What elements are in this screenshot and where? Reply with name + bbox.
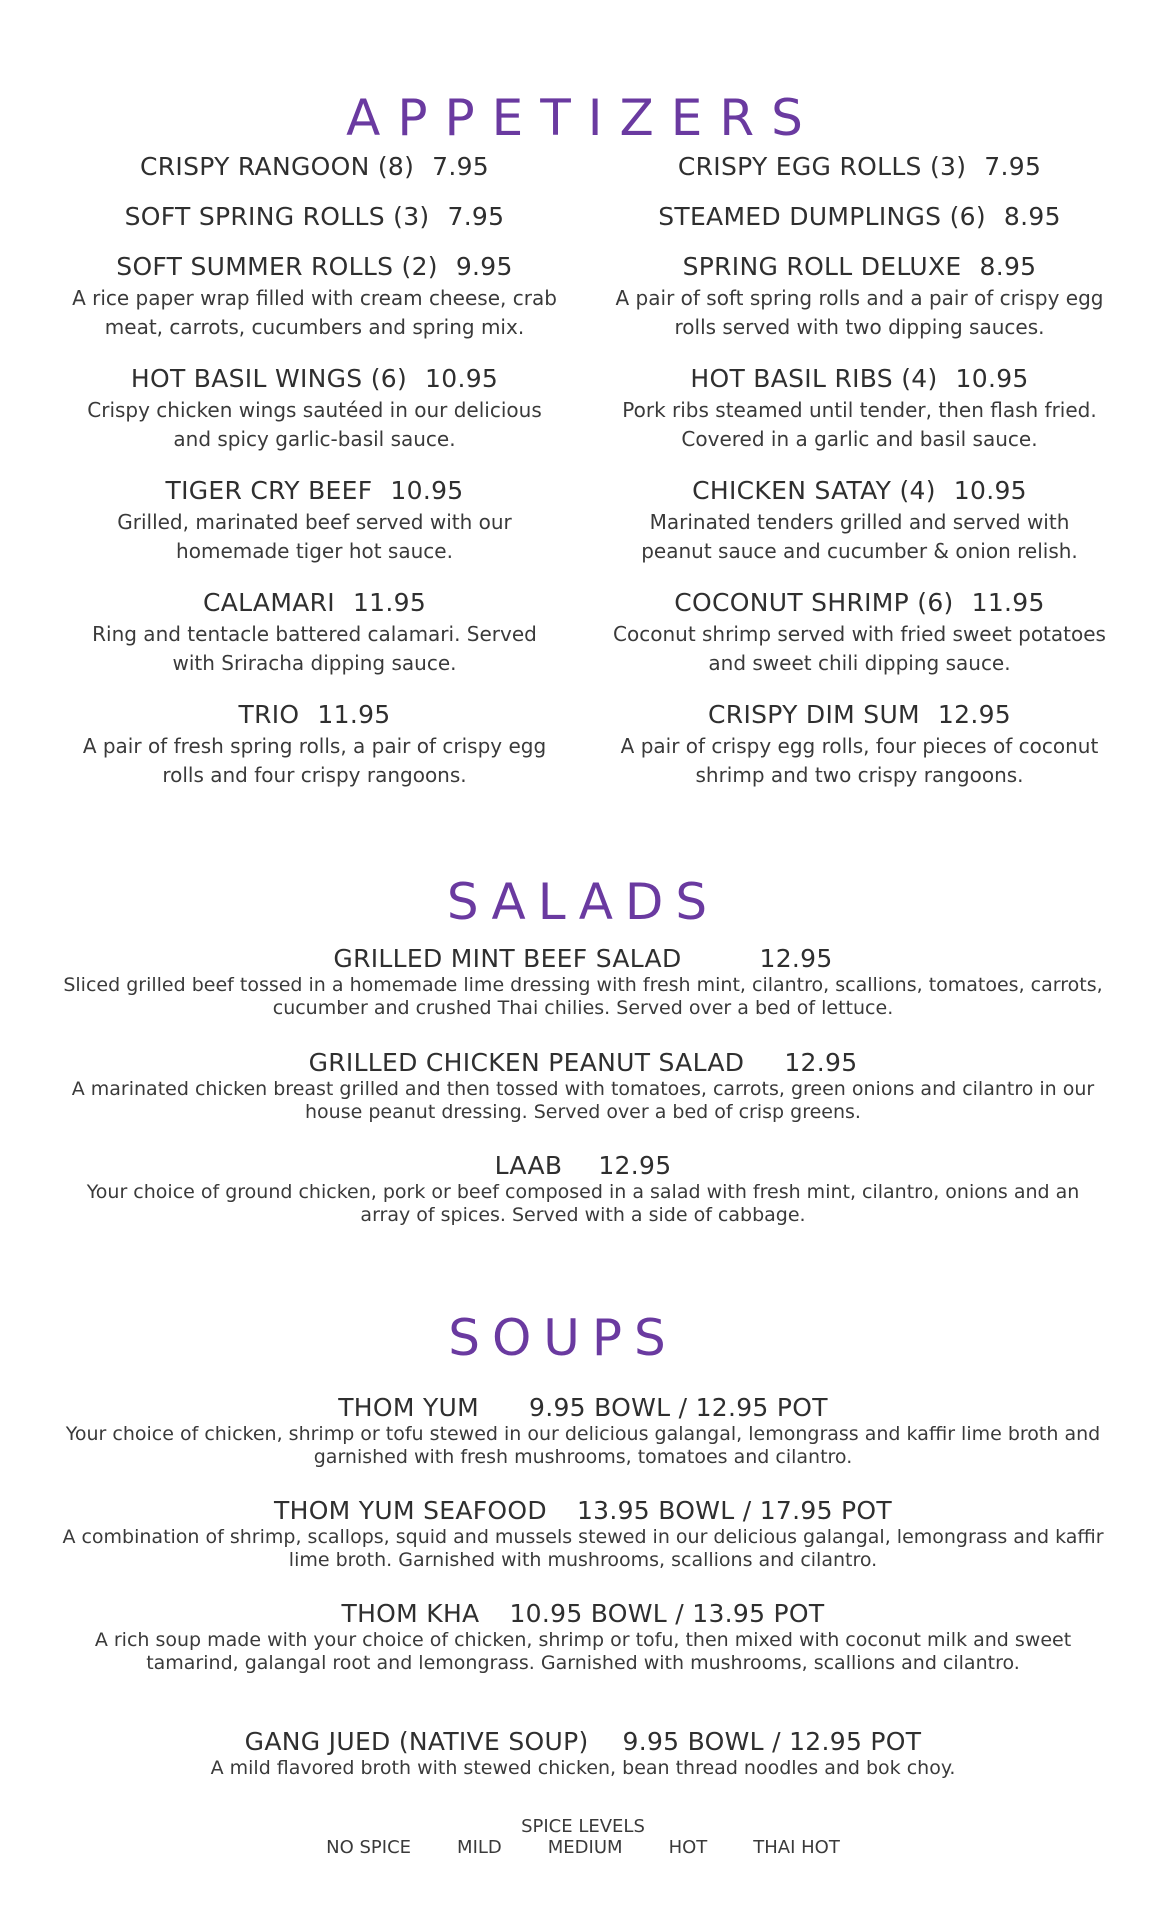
item-price: 10.95	[390, 476, 464, 505]
salad-item	[60, 943, 1106, 1020]
item-price: 13.95 BOWL / 17.95 POT	[576, 1496, 892, 1525]
menu-item	[607, 474, 1112, 566]
item-price: 12.95	[784, 1048, 858, 1077]
item-name: STEAMED DUMPLINGS (6)	[658, 202, 986, 231]
item-name: SOFT SPRING ROLLS (3)	[124, 202, 430, 231]
item-name: SPRING ROLL DELUXE	[682, 252, 962, 281]
item-price: 8.95	[979, 252, 1037, 281]
item-price: 7.95	[984, 152, 1042, 181]
item-price: 10.95 BOWL / 13.95 POT	[509, 1599, 825, 1628]
spice-levels-list	[0, 1837, 1166, 1858]
soups-title: SOUPS	[448, 1309, 678, 1367]
appetizers-left-column	[62, 150, 567, 790]
item-heading	[60, 943, 1106, 974]
menu-item	[62, 586, 567, 678]
item-price: 7.95	[432, 152, 490, 181]
item-heading	[62, 362, 567, 396]
salads-title: SALADS	[446, 873, 720, 931]
spice-levels	[0, 1816, 1166, 1858]
spice-level-thai-hot: THAI HOT	[753, 1837, 840, 1858]
item-name: HOT BASIL WINGS (6)	[130, 364, 408, 393]
item-name: HOT BASIL RIBS (4)	[690, 364, 938, 393]
item-heading	[607, 474, 1112, 508]
item-description: Coconut shrimp served with fried sweet potatoes and sweet chili dipping sauce.	[613, 622, 1106, 675]
item-price: 12.95	[937, 700, 1011, 729]
item-description: Pork ribs steamed until tender, then flash fried. Covered in a garlic and basil sauce.	[622, 398, 1097, 451]
item-price: 12.95	[759, 944, 833, 973]
salad-item	[60, 1047, 1106, 1124]
item-heading	[62, 474, 567, 508]
item-description: Marinated tenders grilled and served with peanut sauce and cucumber & onion relish.	[641, 510, 1078, 563]
item-description: A pair of fresh spring rolls, a pair of crispy egg rolls and four crispy rangoons.	[82, 734, 547, 787]
menu-item	[607, 250, 1112, 342]
item-price: 11.95	[352, 588, 427, 617]
item-name: SOFT SUMMER ROLLS (2)	[116, 252, 438, 281]
salad-item	[60, 1150, 1106, 1227]
menu-item	[62, 150, 567, 184]
item-description: A pair of soft spring rolls and a pair of crispy egg rolls served with two dipping sauces.	[615, 286, 1104, 339]
soup-item	[60, 1726, 1106, 1780]
item-name: CRISPY RANGOON (8)	[139, 152, 415, 181]
item-heading	[607, 586, 1112, 620]
spice-level-hot: HOT	[668, 1837, 708, 1858]
item-heading	[62, 150, 567, 184]
item-description: Grilled, marinated beef served with our homemade tiger hot sauce.	[117, 510, 512, 563]
item-heading	[62, 200, 567, 234]
item-heading	[62, 698, 567, 732]
item-name: GRILLED CHICKEN PEANUT SALAD	[308, 1048, 745, 1077]
item-heading	[607, 362, 1112, 396]
item-price: 9.95 BOWL / 12.95 POT	[529, 1393, 828, 1422]
item-price: 7.95	[447, 202, 505, 231]
soup-item	[60, 1598, 1106, 1675]
item-price: 10.95	[955, 364, 1029, 393]
item-description: Your choice of chicken, shrimp or tofu stewed in our delicious galangal, lemongrass and kaffir lime broth and garnished with fresh mushrooms, tomatoes and cilantro.	[65, 1423, 1101, 1468]
item-name: CHICKEN SATAY (4)	[692, 476, 936, 505]
appetizers-right-column	[607, 150, 1112, 790]
item-name: CRISPY EGG ROLLS (3)	[677, 152, 967, 181]
item-heading	[607, 250, 1112, 284]
item-description: A rice paper wrap filled with cream cheese, crab meat, carrots, cucumbers and spring mix.	[72, 286, 557, 339]
menu-item	[607, 586, 1112, 678]
item-name: GANG JUED (NATIVE SOUP)	[244, 1727, 589, 1756]
item-price: 10.95	[425, 364, 499, 393]
appetizers-title: APPETIZERS	[346, 89, 820, 147]
item-description: A combination of shrimp, scallops, squid and mussels stewed in our delicious galangal, lemongrass and kaffir lime broth. Garnished with mushrooms, scallions and cilantro.	[62, 1526, 1104, 1571]
item-price: 10.95	[953, 476, 1027, 505]
item-heading	[62, 586, 567, 620]
item-heading	[60, 1495, 1106, 1526]
item-price: 12.95	[598, 1151, 672, 1180]
appetizers-grid	[62, 150, 1112, 790]
item-name: THOM YUM	[338, 1393, 479, 1422]
spice-level-no-spice: NO SPICE	[326, 1837, 412, 1858]
item-heading	[607, 200, 1112, 234]
item-price: 11.95	[971, 588, 1045, 617]
item-name: CALAMARI	[202, 588, 335, 617]
menu-item	[607, 698, 1112, 790]
item-heading	[62, 250, 567, 284]
item-name: CRISPY DIM SUM	[708, 700, 920, 729]
item-price: 11.95	[317, 700, 391, 729]
spice-level-mild: MILD	[457, 1837, 502, 1858]
spice-level-medium: MEDIUM	[547, 1837, 623, 1858]
item-name: GRILLED MINT BEEF SALAD	[333, 944, 682, 973]
item-price: 9.95 BOWL / 12.95 POT	[622, 1727, 922, 1756]
item-name: TRIO	[238, 700, 300, 729]
item-name: TIGER CRY BEEF	[165, 476, 373, 505]
item-price: 9.95	[455, 252, 513, 281]
soup-item	[60, 1392, 1106, 1469]
item-description: A pair of crispy egg rolls, four pieces of coconut shrimp and two crispy rangoons.	[620, 734, 1099, 787]
menu-item	[607, 362, 1112, 454]
item-heading	[607, 150, 1112, 184]
menu-item	[62, 474, 567, 566]
menu-item	[62, 250, 567, 342]
item-name: THOM YUM SEAFOOD	[274, 1496, 547, 1525]
item-heading	[60, 1392, 1106, 1423]
menu-item	[62, 698, 567, 790]
item-heading	[60, 1150, 1106, 1181]
item-heading	[60, 1047, 1106, 1078]
item-description: Ring and tentacle battered calamari. Served with Sriracha dipping sauce.	[92, 622, 537, 675]
soup-item	[60, 1495, 1106, 1572]
item-description: A marinated chicken breast grilled and then tossed with tomatoes, carrots, green onions and cilantro in our house peanut dressing. Served over a bed of crisp greens.	[71, 1078, 1095, 1123]
item-description: Your choice of ground chicken, pork or beef composed in a salad with fresh mint, cilantro, onions and an array of spices. Served with a side of cabbage.	[86, 1181, 1080, 1226]
menu-item	[607, 200, 1112, 234]
item-name: LAAB	[494, 1151, 563, 1180]
item-description: Sliced grilled beef tossed in a homemade lime dressing with fresh mint, cilantro, scallions, tomatoes, carrots, cucumber and crushed Thai chilies. Served over a bed of lettuce.	[63, 974, 1103, 1019]
menu-item	[62, 200, 567, 234]
item-heading	[607, 698, 1112, 732]
item-description: A rich soup made with your choice of chicken, shrimp or tofu, then mixed with coconut milk and sweet tamarind, galangal root and lemongrass. Garnished with mushrooms, scallions and cilantro.	[94, 1629, 1072, 1674]
item-name: THOM KHA	[341, 1599, 480, 1628]
item-heading	[60, 1598, 1106, 1629]
item-heading	[60, 1726, 1106, 1757]
item-price: 8.95	[1003, 202, 1061, 231]
spice-levels-title: SPICE LEVELS	[521, 1816, 645, 1837]
item-description: Crispy chicken wings sautéed in our delicious and spicy garlic-basil sauce.	[87, 398, 542, 451]
menu-item	[607, 150, 1112, 184]
item-description: A mild flavored broth with stewed chicken, bean thread noodles and bok choy.	[210, 1757, 956, 1779]
menu-item	[62, 362, 567, 454]
item-name: COCONUT SHRIMP (6)	[674, 588, 954, 617]
